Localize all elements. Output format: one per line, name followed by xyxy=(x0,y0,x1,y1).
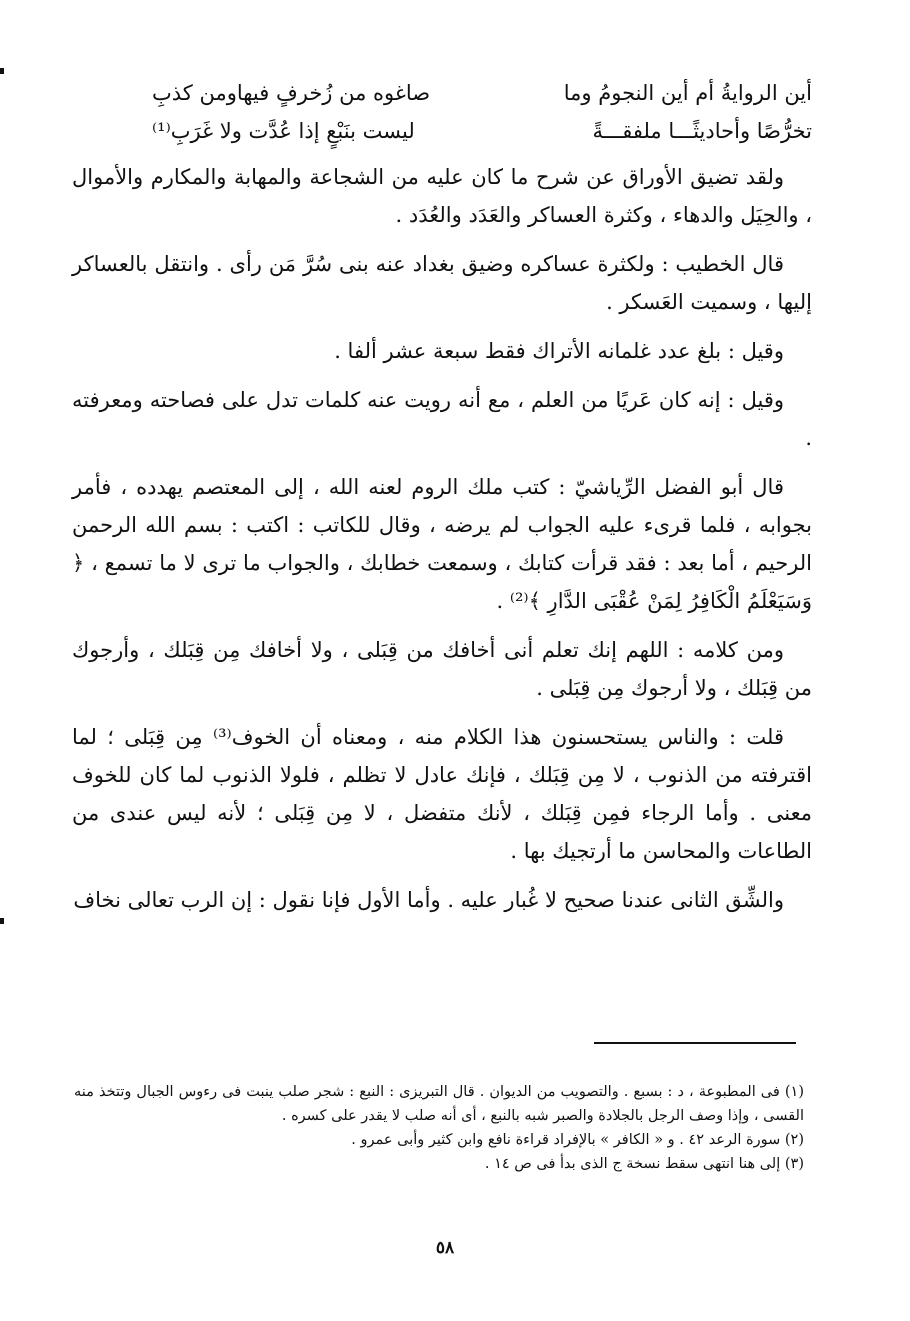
verse-second-hemistich: ليست بنَبْعٍ إذا عُدَّت ولا غَرَبِ⁽¹⁾ xyxy=(152,119,415,143)
page-number: ٥٨ xyxy=(435,1238,455,1258)
verse-first-hemistich: تخرُّصًا وأحاديثًـــا ملفقـــةً xyxy=(592,119,812,143)
footnotes xyxy=(74,1080,804,1176)
main-text xyxy=(72,74,812,930)
footnote-separator xyxy=(594,1042,796,1044)
footnote-3: (٣) إلى هنا انتهى سقط نسخة ج الذى بدأ فى ص ١٤ . xyxy=(484,1156,804,1172)
verse-second-hemistich: صاغوه من زُخرفٍ فيهاومن كذبِ xyxy=(152,81,431,105)
paragraph-eloquence: وقيل : إنه كان عَريًا من العلم ، مع أنه رويت عنه كلمات تدل على فصاحته ومعرفته . xyxy=(72,388,812,450)
paragraph-supplication: ومن كلامه : اللهم إنك تعلم أنى أخافك من قِبَلى ، ولا أخافك مِن قِبَلك ، وأرجوك من قِبَلك ، ولا أرجوك مِن قِبَلى . xyxy=(72,638,812,700)
poem-verse xyxy=(152,112,812,150)
paragraph-commentary: قلت : والناس يستحسنون هذا الكلام منه ، ومعناه أن الخوف⁽³⁾ مِن قِبَلى ؛ لما اقترفته من الذنوب ، لا مِن قِبَلك ، فإنك عادل لا تظلم ، فلولا الذنوب لما كان للخوف معنى . وأما الرجاء فمِن قِبَلك ، لأنك متفضل ، لا مِن قِبَلى ؛ لأنه ليس عندى من الطاعات والمحاسن ما أرتجيك بها . xyxy=(72,725,812,863)
poem-verse xyxy=(152,74,812,112)
verse-first-hemistich: أين الروايةُ أم أين النجومُ وما xyxy=(563,81,812,105)
scan-edge-mark-top xyxy=(0,68,4,74)
poem xyxy=(152,74,812,150)
paragraph-al-khatib: قال الخطيب : ولكثرة عساكره وضيق بغداد عنه بنى سُرَّ مَن رأى . وانتقل بالعساكر إليها ، وسميت العَسكر . xyxy=(72,252,812,314)
scan-edge-mark-middle xyxy=(0,918,4,924)
footnote-2: (٢) سورة الرعد ٤٢ . و « الكافر » بالإفراد قراءة نافع وابن كثير وأبى عمرو . xyxy=(351,1132,804,1148)
paragraph-generosity: ولقد تضيق الأوراق عن شرح ما كان عليه من الشجاعة والمهابة والمكارم والأموال ، والحِيَل والدهاء ، وكثرة العساكر والعَدَد والعُدَد . xyxy=(72,165,812,227)
paragraph-turkish-slaves: وقيل : بلغ عدد غلمانه الأتراك فقط سبعة عشر ألفا . xyxy=(334,339,784,363)
footnote-1: (١) فى المطبوعة ، د : بسبع . والتصويب من الديوان . قال التبريزى : النبع : شجر صلب ينبت فى رءوس الجبال وتتخذ منه القسى ، وإذا وصف الرجل بالجلادة والصبر شبه بالنبع ، أى أنه صلب لا يقدر على كسره . xyxy=(74,1084,804,1124)
paragraph-riyashi-story: قال أبو الفضل الرِّياشيّ : كتب ملك الروم لعنه الله ، إلى المعتصم يهدده ، فأمر بجوابه ، فلما قرىء عليه الجواب لم يرضه ، وقال للكاتب : اكتب : بسم الله الرحمن الرحيم ، أما بعد : فقد قرأت كتابك ، وسمعت خطابك ، والجواب ما ترى لا ما تسمع ، ﴿ وَسَيَعْلَمُ الْكَافِرُ لِمَنْ عُقْبَى الدَّارِ ﴾⁽²⁾ . xyxy=(72,475,812,613)
paragraph-second-part: والشِّق الثانى عندنا صحيح لا غُبار عليه . وأما الأول فإنا نقول : إن الرب تعالى نخاف xyxy=(73,888,784,912)
